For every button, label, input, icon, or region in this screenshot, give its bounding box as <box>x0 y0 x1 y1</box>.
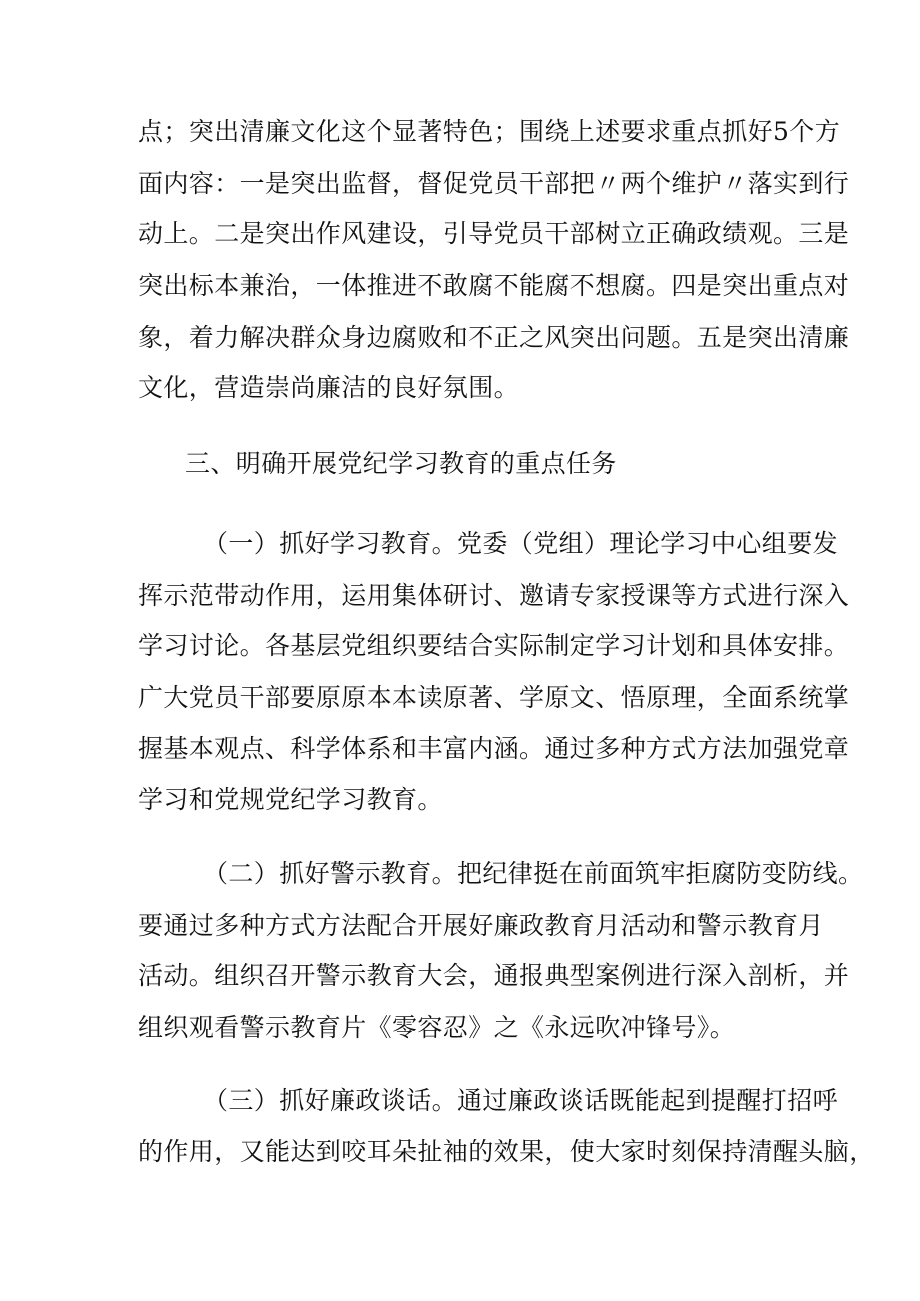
paragraph-2-line-5: 握基本观点、科学体系和丰富内涵。通过多种方式方法加强党章 <box>138 734 850 763</box>
paragraph-1-line-6: 文化，营造崇尚廉洁的良好氛围。 <box>138 373 520 402</box>
paragraph-1-line-5: 象，着力解决群众身边腐败和不正之风突出问题。五是突出清廉 <box>138 323 850 352</box>
paragraph-2-line-3: 学习讨论。各基层党组织要结合实际制定学习计划和具体安排。 <box>138 631 850 660</box>
paragraph-2-line-4: 广大党员干部要原原本本读原著、学原文、悟原理，全面系统掌 <box>138 683 850 712</box>
paragraph-1-line-3: 动上。二是突出作风建设，引导党员干部树立正确政绩观。三是 <box>138 219 850 248</box>
paragraph-2-line-2: 挥示范带动作用，运用集体研讨、邀请专家授课等方式进行深入 <box>138 581 850 610</box>
section-heading: 三、明确开展党纪学习教育的重点任务 <box>185 449 617 478</box>
paragraph-1-line-2: 面内容：一是突出监督，督促党员干部把〃两个维护〃落实到行 <box>138 169 850 198</box>
paragraph-4-line-1: （三）抓好廉政谈话。通过廉政谈话既能起到提醒打招呼 <box>203 1086 839 1115</box>
paragraph-1-line-1: 点；突出清廉文化这个显著特色；围绕上述要求重点抓好5个方 <box>138 117 841 146</box>
paragraph-3-line-3: 活动。组织召开警示教育大会，通报典型案例进行深入剖析，并 <box>138 961 850 990</box>
paragraph-2-line-1: （一）抓好学习教育。党委（党组）理论学习中心组要发 <box>203 529 839 558</box>
paragraph-3-line-2: 要通过多种方式方法配合开展好廉政教育月活动和警示教育月 <box>138 911 824 940</box>
paragraph-2-line-6: 学习和党规党纪学习教育。 <box>138 785 443 814</box>
paragraph-4-line-2: 的作用，又能达到咬耳朵扯袖的效果，使大家时刻保持清醒头脑， <box>138 1137 875 1166</box>
paragraph-3-line-1: （二）抓好警示教育。把纪律挺在前面筑牢拒腐防变防线。 <box>203 859 864 888</box>
paragraph-1-line-4: 突出标本兼治，一体推进不敢腐不能腐不想腐。四是突出重点对 <box>138 271 850 300</box>
paragraph-3-line-4: 组织观看警示教育片《零容忍》之《永远吹冲锋号》。 <box>138 1013 736 1042</box>
